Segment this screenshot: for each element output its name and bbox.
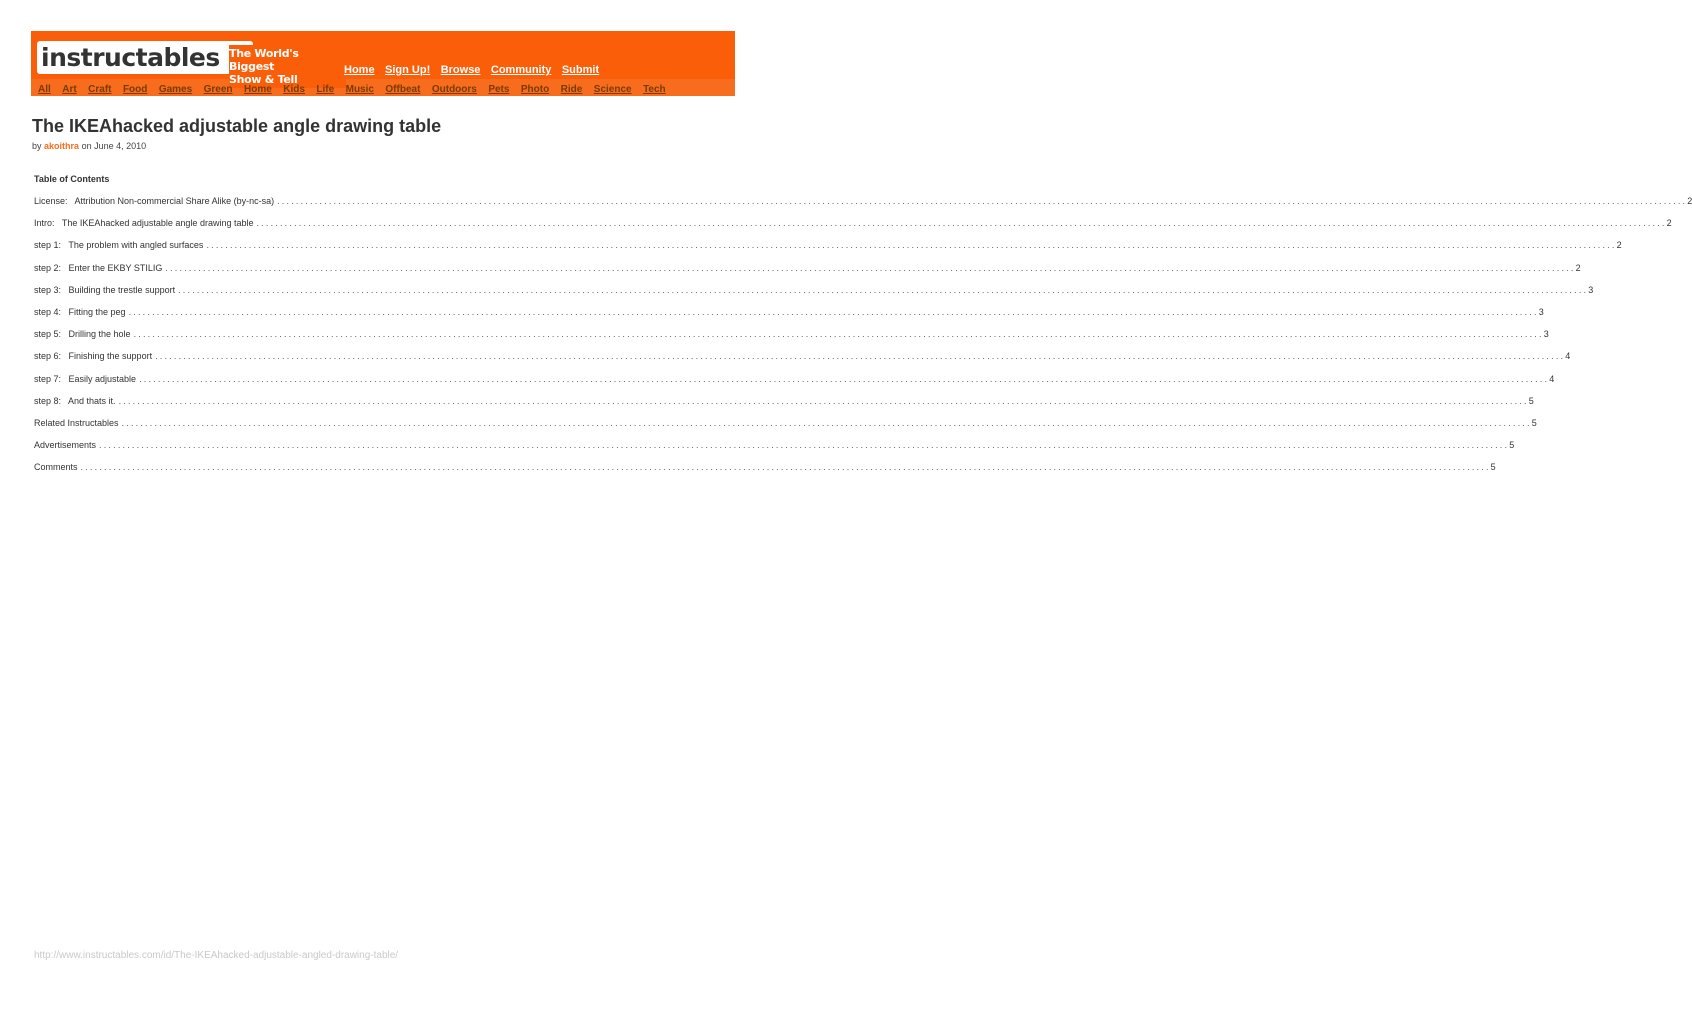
top-nav <box>344 60 605 78</box>
toc-leader-dots: ............................................................................................................................................................................................................................................................................................................ <box>99 440 1510 451</box>
toc-leader-dots: ............................................................................................................................................................................................................................................................................................................ <box>178 284 1589 295</box>
toc-leader-dots: ............................................................................................................................................................................................................................................................................................................ <box>118 395 1529 406</box>
toc-entry-label: step 5: Drilling the hole <box>34 329 134 339</box>
toc-leader-dots: ............................................................................................................................................................................................................................................................................................................ <box>206 240 1617 251</box>
toc-entry-label: Related Instructables <box>34 418 122 428</box>
category-photo-link[interactable]: Photo <box>520 84 550 95</box>
toc-entry-page: 2 <box>1687 196 1692 206</box>
category-art-link[interactable]: Art <box>62 84 77 95</box>
toc-entry[interactable] <box>34 306 1544 329</box>
toc-entry-label: step 4: Fitting the peg <box>34 307 129 317</box>
toc-entry-page: 5 <box>1531 417 1537 428</box>
toc-entry-page: 2 <box>1616 240 1622 251</box>
category-food-link[interactable]: Food <box>122 84 148 95</box>
nav-community-link[interactable]: Community <box>490 64 552 76</box>
footer-url-link[interactable]: http://www.instructables.com/id/The-IKEAhacked-adjustable-angled-drawing-table/ <box>34 950 399 961</box>
category-science-link[interactable]: Science <box>593 84 632 95</box>
toc-entry-page: 3 <box>1588 284 1594 295</box>
toc-entry-label: Comments <box>34 462 81 472</box>
toc-leader-dots: ............................................................................................................................................................................................................................................................................................................ <box>121 417 1532 428</box>
toc-entry[interactable] <box>34 262 1581 285</box>
toc-entry-label: step 7: Easily adjustable <box>34 374 139 384</box>
toc-leader-dots: ............................................................................................................................................................................................................................................................................................................ <box>165 262 1576 273</box>
toc-entry[interactable] <box>34 440 1515 462</box>
toc-entry[interactable] <box>34 218 1672 240</box>
tagline-line-1: The World's Biggest <box>229 47 299 73</box>
category-life-link[interactable]: Life <box>316 84 335 95</box>
site-header <box>31 31 735 96</box>
toc-leader-dots: ............................................................................................................................................................................................................................................................................................................ <box>277 196 1688 206</box>
toc-leader-dots: ............................................................................................................................................................................................................................................................................................................ <box>155 351 1566 362</box>
nav-signup-link[interactable]: Sign Up! <box>385 64 431 76</box>
byline-by: by <box>32 141 42 151</box>
toc-entry[interactable] <box>34 329 1549 351</box>
toc-entry[interactable] <box>34 395 1534 418</box>
category-home-link[interactable]: Home <box>244 84 272 95</box>
toc-entry-label: step 3: Building the trestle support <box>34 285 178 295</box>
category-pets-link[interactable]: Pets <box>488 84 510 95</box>
toc-entry[interactable] <box>34 462 1496 484</box>
category-ride-link[interactable]: Ride <box>560 84 583 95</box>
category-craft-link[interactable]: Craft <box>88 84 112 95</box>
toc-leader-dots: ............................................................................................................................................................................................................................................................................................................ <box>133 329 1544 340</box>
table-of-contents <box>34 196 1692 484</box>
toc-entry-label: step 6: Finishing the support <box>34 351 155 361</box>
toc-entry[interactable] <box>34 240 1622 262</box>
site-logo[interactable]: instructables <box>37 41 253 74</box>
toc-entry[interactable] <box>34 373 1555 396</box>
category-music-link[interactable]: Music <box>345 84 374 95</box>
toc-entry-page: 5 <box>1509 440 1515 451</box>
category-games-link[interactable]: Games <box>158 84 193 95</box>
toc-entry-label: step 8: And thats it. <box>34 396 119 406</box>
tagline-line-2: Show & Tell <box>229 73 298 86</box>
toc-entry-page: 5 <box>1490 462 1496 473</box>
toc-entry-page: 4 <box>1549 373 1555 384</box>
category-tech-link[interactable]: Tech <box>643 84 666 95</box>
nav-browse-link[interactable]: Browse <box>440 64 481 76</box>
toc-leader-dots: ............................................................................................................................................................................................................................................................................................................ <box>128 306 1539 317</box>
category-all-link[interactable]: All <box>38 84 51 95</box>
category-outdoors-link[interactable]: Outdoors <box>431 84 477 95</box>
nav-submit-link[interactable]: Submit <box>561 64 600 76</box>
toc-entry-label: Advertisements <box>34 440 99 450</box>
nav-home-link[interactable]: Home <box>344 64 375 76</box>
toc-entry[interactable] <box>34 417 1537 440</box>
toc-entry-page: 5 <box>1528 395 1534 406</box>
toc-leader-dots: ............................................................................................................................................................................................................................................................................................................ <box>139 373 1550 384</box>
toc-entry[interactable] <box>34 196 1692 218</box>
byline-date: on June 4, 2010 <box>81 141 147 151</box>
toc-entry-page: 3 <box>1538 306 1544 317</box>
toc-entry[interactable] <box>34 351 1571 373</box>
category-nav <box>31 79 735 96</box>
toc-entry-label: step 2: Enter the EKBY STILIG <box>34 263 165 273</box>
toc-leader-dots: ............................................................................................................................................................................................................................................................................................................ <box>80 462 1491 473</box>
category-green-link[interactable]: Green <box>203 84 233 95</box>
article-title: The IKEAhacked adjustable angle drawing table <box>32 116 442 136</box>
toc-entry-label: Intro: The IKEAhacked adjustable angle drawing table <box>34 218 256 228</box>
toc-entry-page: 2 <box>1666 218 1672 229</box>
toc-entry-label: step 1: The problem with angled surfaces <box>34 240 206 250</box>
toc-heading: Table of Contents <box>34 174 110 184</box>
toc-entry-page: 3 <box>1543 329 1549 340</box>
toc-entry[interactable] <box>34 284 1594 307</box>
toc-entry-label: License: Attribution Non-commercial Share Alike (by-nc-sa) <box>34 196 277 206</box>
toc-leader-dots: ............................................................................................................................................................................................................................................................................................................ <box>256 218 1667 229</box>
toc-entry-page: 4 <box>1565 351 1571 362</box>
author-link[interactable]: akoithra <box>44 141 80 151</box>
category-offbeat-link[interactable]: Offbeat <box>385 84 421 95</box>
toc-entry-page: 2 <box>1575 262 1581 273</box>
article-byline <box>32 141 146 151</box>
category-kids-link[interactable]: Kids <box>283 84 305 95</box>
